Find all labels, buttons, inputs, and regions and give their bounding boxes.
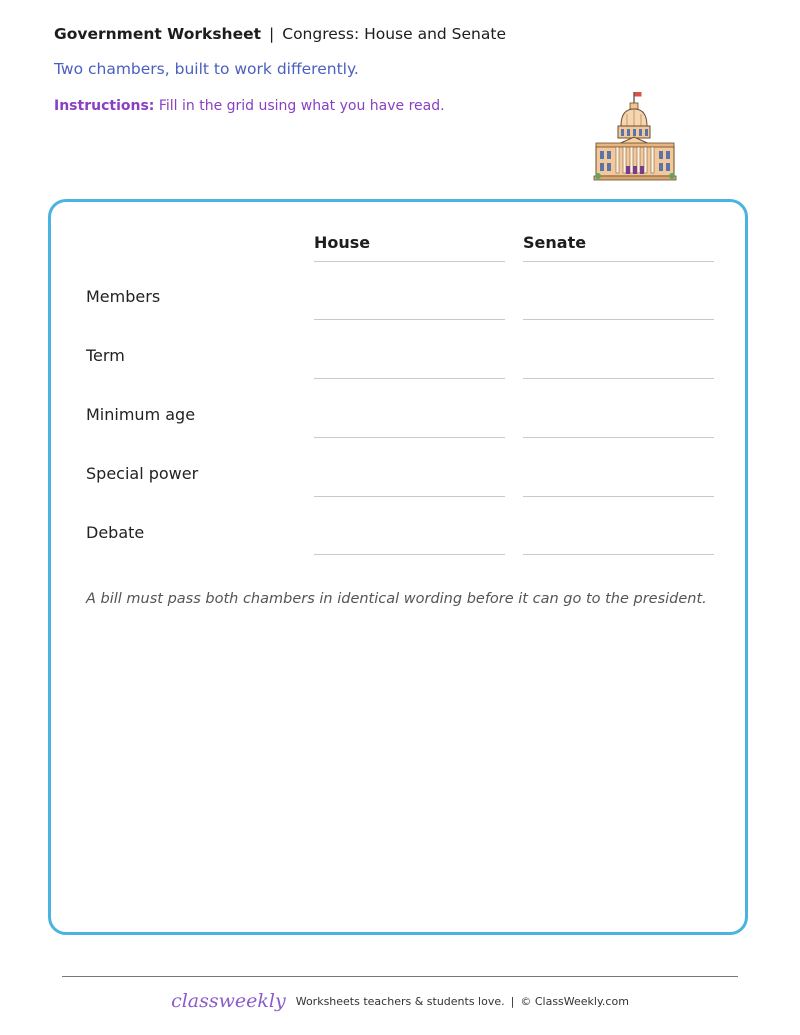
- answer-line-minimum-age-senate[interactable]: [523, 437, 714, 438]
- footer-divider: [62, 976, 738, 977]
- answer-line-members-house[interactable]: [314, 319, 505, 320]
- column-header-house: House: [314, 233, 371, 252]
- answer-line-minimum-age-house[interactable]: [314, 437, 505, 438]
- bill-note: A bill must pass both chambers in identical wording before it can go to the president.: [86, 591, 707, 607]
- column-header-senate: Senate: [523, 233, 587, 252]
- row-label-special-power: Special power: [86, 464, 199, 483]
- header-rule-house: [314, 261, 505, 262]
- instructions-label: Instructions:: [54, 98, 155, 114]
- worksheet-subtitle: Two chambers, built to work differently.: [54, 60, 359, 78]
- instructions-text: Fill in the grid using what you have read.: [158, 98, 445, 114]
- row-label-minimum-age: Minimum age: [86, 405, 196, 424]
- answer-line-term-senate[interactable]: [523, 378, 714, 379]
- brand-logo: classweekly: [171, 990, 286, 1012]
- answer-line-term-house[interactable]: [314, 378, 505, 379]
- comparison-grid-card: [48, 199, 748, 935]
- footer-separator: |: [510, 995, 515, 1008]
- answer-line-debate-house[interactable]: [314, 554, 505, 555]
- worksheet-subject: Government Worksheet: [54, 25, 262, 43]
- header-separator: |: [269, 25, 275, 43]
- answer-line-members-senate[interactable]: [523, 319, 714, 320]
- worksheet-topic: Congress: House and Senate: [282, 25, 506, 43]
- row-label-members: Members: [86, 287, 161, 306]
- row-label-term: Term: [86, 346, 125, 365]
- footer-tagline: Worksheets teachers & students love.: [295, 995, 505, 1008]
- worksheet-header: [54, 25, 506, 43]
- row-label-debate: Debate: [86, 523, 145, 542]
- page-footer: [0, 990, 800, 1012]
- footer-copyright: © ClassWeekly.com: [520, 995, 629, 1008]
- instructions: [54, 98, 445, 114]
- capitol-building-icon: [592, 90, 678, 182]
- header-rule-senate: [523, 261, 714, 262]
- answer-line-special-power-senate[interactable]: [523, 496, 714, 497]
- answer-line-debate-senate[interactable]: [523, 554, 714, 555]
- answer-line-special-power-house[interactable]: [314, 496, 505, 497]
